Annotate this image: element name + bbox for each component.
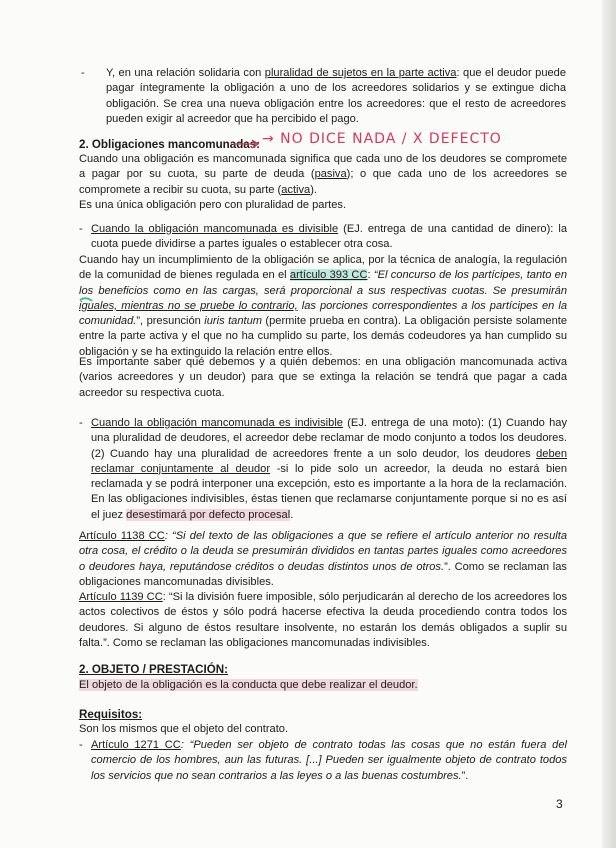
text: Son los mismos que el objeto del contrato.	[79, 723, 289, 735]
section-heading-mancomunadas: 2. Obligaciones mancomunadas:	[79, 138, 261, 151]
text: Es una única obligación pero con pluralidad de partes.	[79, 198, 347, 211]
article-label: Artículo 1139 CC	[79, 591, 163, 604]
underlined-quote: iguales, mientras no se pruebe lo contrario,	[79, 299, 298, 312]
requisitos-heading: Requisitos:	[79, 708, 143, 721]
text: :	[367, 269, 374, 282]
text: .	[290, 508, 294, 521]
text: ); o que cada uno de los acreedores se compromete a recibir su cuota, su parte (	[79, 168, 568, 196]
text: ”.	[461, 769, 469, 782]
highlighted-article: artículo 393 CC	[289, 269, 368, 282]
quote-text: las porciones correspondientes a los partícipes en la comunidad.	[79, 299, 567, 328]
section-heading-objeto: 2. OBJETO / PRESTACIÓN:	[79, 663, 229, 676]
bullet-dash: -	[81, 67, 85, 79]
bullet-dash: -	[79, 417, 83, 429]
text: -si lo pide solo un acreedor, la deuda no estará bien reclamada y se podrá interponer una excepción, esto es importante a la hora de la reclamación. En las obligaciones indivisibles, éstas tienen que reclamarse conjuntamente porque si no es así el juez	[91, 462, 568, 521]
underlined-text: Cuando la obligación mancomunada es divisible	[91, 223, 339, 235]
underlined-text: pasiva	[314, 168, 347, 181]
arrow-icon	[233, 140, 258, 148]
text: (EJ. entrega de una moto): (1) Cuando hay una pluralidad de deudores, el acreedor debe reclamar de modo conjunto a todos los deudores. (2) Cuando hay una pluralidad de acreedores frente a un solo deudor, los deudores	[91, 417, 567, 460]
bullet-dash: -	[79, 739, 83, 751]
underlined-text: activa	[281, 183, 311, 196]
bullet-dash: -	[79, 223, 83, 235]
text: Cuando hay un incumplimiento de la obligación se aplica, por la técnica de analogía, la regulación de la comunidad de bienes regulada en el	[79, 254, 567, 282]
text: ).	[310, 183, 318, 196]
text: Y, en una relación solidaria con	[106, 67, 265, 79]
underlined-text: pluralidad de sujetos en la parte activa	[264, 67, 457, 79]
article-label: Artículo 1138 CC	[79, 530, 165, 542]
text: : que el deudor puede pagar íntegramente la obligación a uno de los acreedores solidarios y se extingue dicha obligación. Se crea una nueva obligación entre los acreedores: que el resto de acreedores pueden exigir al acreedor que ha percibido el pago.	[106, 67, 566, 125]
handwritten-annotation: → NO DICE NADA / X DEFECTO	[262, 131, 502, 147]
underlined-text: Cuando la obligación mancomunada es indivisible	[91, 417, 343, 429]
text: Es importante saber qué debemos y a quién debemos: en una obligación mancomunada activa (varios acreedores y un deudor) para que se extinga la relación se tendrá que pagar a cada acreedor su respectiva cuota.	[79, 356, 567, 399]
article-label: Artículo 1271 CC	[91, 739, 181, 751]
text: Cuando una obligación es mancomunada significa que cada uno de los deudores se compromete a pagar por su cuota, su parte de deuda (	[79, 153, 567, 181]
latin-term: iuris tantum	[204, 315, 262, 328]
quote-text: : “Si del texto de las obligaciones a que se refiere el artículo anterior no resulta otra cosa, el crédito o la deuda se presumirán divididos en tantas partes iguales como acreedores o deudores haya, reputándose créditos o deudas distintos unos de otros.	[79, 530, 567, 573]
quote-text: : “Pueden ser objeto de contrato todas las cosas que no están fuera del comercio de los hombres, aun las futuras. [...] Pueden ser igualmente objeto de contrato todos los servicios que no sean contrarios a las leyes o a las buenas costumbres.	[91, 739, 567, 782]
text: (EJ. entrega de una cantidad de dinero): la cuota puede dividirse a partes iguales o establecer otra cosa.	[91, 223, 568, 251]
highlighted-text: El objeto de la obligación es la conducta que debe realizar el deudor.	[79, 679, 418, 691]
text: (permite prueba en contra). La obligación persiste solamente entre la parte activa y el que no ha cumplido su parte, los demás codeudores ya han cumplido su obligación y se ha extinguido la relación entre ellos.	[79, 315, 568, 358]
quote-text: “El concurso de los partícipes, tanto en los beneficios como en las cargas, será proporcional a sus respectivas cuotas. Se presumirán	[79, 269, 568, 297]
text: ”. Como se reclaman las obligaciones mancomunadas indivisibles.	[103, 637, 430, 650]
underlined-text: deben reclamar conjuntamente al deudor	[91, 447, 567, 475]
highlighted-text: desestimará por defecto procesal	[126, 508, 291, 521]
green-pen-stroke	[80, 298, 92, 301]
page-number: 3	[556, 797, 563, 811]
text: ”, presunción	[136, 315, 205, 328]
text: ”. Como se reclaman las obligaciones mancomunadas divisibles.	[79, 560, 567, 588]
quote-text: : “Si la división fuere imposible, sólo perjudicarán al derecho de los acreedores los actos colectivos de éstos y sólo podrá hacerse efectiva la deuda procediendo contra todos los deudores. Si alguno de éstos resultare insolvente, no estarán los demás obligados a suplir su falta.	[79, 591, 568, 650]
